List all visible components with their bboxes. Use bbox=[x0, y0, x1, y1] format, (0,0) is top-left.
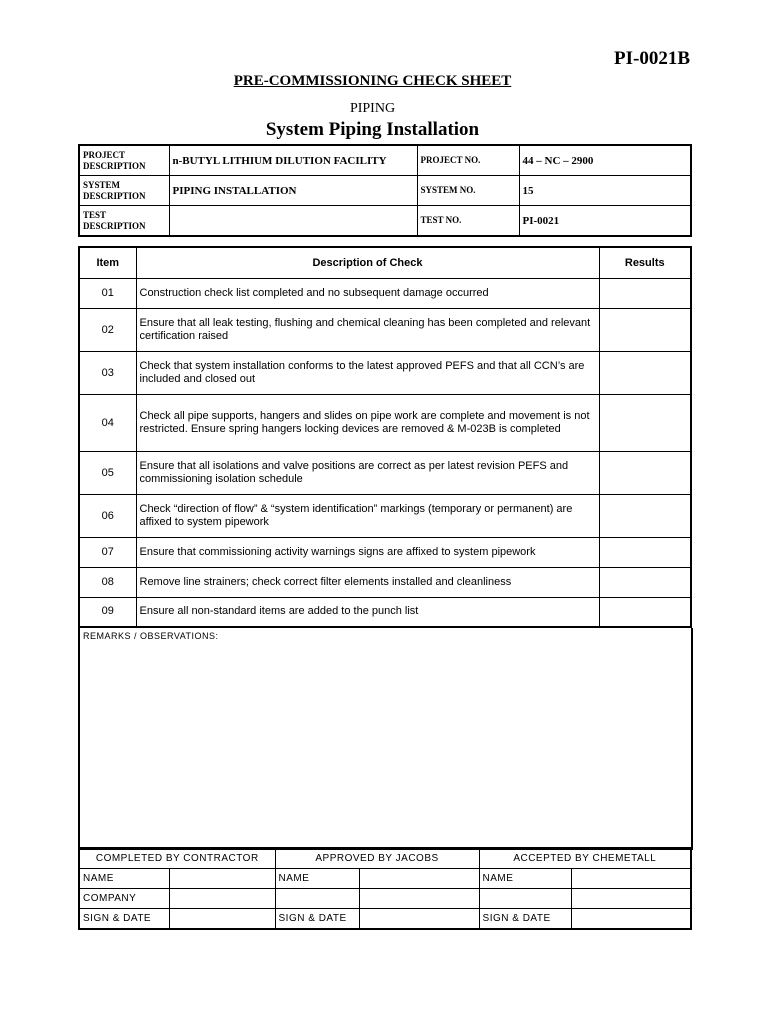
check-description: Ensure that all isolations and valve positions are correct as per latest revision PEFS and commissioning isolation schedule bbox=[136, 452, 599, 495]
check-description: Check all pipe supports, hangers and slides on pipe work are complete and movement is not restricted. Ensure spring hangers locking devices are removed & M-023B is completed bbox=[136, 395, 599, 452]
col-results-header: Results bbox=[599, 247, 691, 279]
test-description-value bbox=[169, 206, 417, 237]
system-description-label: SYSTEM DESCRIPTION bbox=[79, 176, 169, 206]
item-number: 06 bbox=[79, 495, 136, 538]
document-code: PI-0021B bbox=[614, 48, 690, 69]
system-no-label: SYSTEM NO. bbox=[417, 176, 519, 206]
check-description: Ensure that all leak testing, flushing and chemical cleaning has been completed and relevant certification raised bbox=[136, 309, 599, 352]
completed-by-contractor-header: COMPLETED BY CONTRACTOR bbox=[79, 848, 275, 869]
chemetall-company-label bbox=[479, 889, 571, 909]
approved-by-jacobs-header: APPROVED BY JACOBS bbox=[275, 848, 479, 869]
table-row bbox=[79, 568, 691, 598]
chemetall-name-label: NAME bbox=[479, 869, 571, 889]
project-no-label: PROJECT NO. bbox=[417, 145, 519, 176]
project-no-value: 44 – NC – 2900 bbox=[519, 145, 691, 176]
system-description-value: PIPING INSTALLATION bbox=[169, 176, 417, 206]
signoff-table bbox=[78, 847, 692, 930]
project-description-value: n-BUTYL LITHIUM DILUTION FACILITY bbox=[169, 145, 417, 176]
chemetall-sign-date-label: SIGN & DATE bbox=[479, 909, 571, 930]
result-cell[interactable] bbox=[599, 279, 691, 309]
chemetall-company-field[interactable] bbox=[571, 889, 691, 909]
result-cell[interactable] bbox=[599, 352, 691, 395]
accepted-by-chemetall-header: ACCEPTED BY CHEMETALL bbox=[479, 848, 691, 869]
result-cell[interactable] bbox=[599, 598, 691, 627]
contractor-sign-date-label: SIGN & DATE bbox=[79, 909, 169, 930]
table-row bbox=[79, 452, 691, 495]
check-description: Construction check list completed and no subsequent damage occurred bbox=[136, 279, 599, 309]
table-row bbox=[79, 395, 691, 452]
table-row bbox=[79, 309, 691, 352]
check-description: Remove line strainers; check correct filter elements installed and cleanliness bbox=[136, 568, 599, 598]
contractor-name-label: NAME bbox=[79, 869, 169, 889]
check-description: Ensure all non-standard items are added to the punch list bbox=[136, 598, 599, 627]
contractor-sign-date-field[interactable] bbox=[169, 909, 275, 930]
item-number: 02 bbox=[79, 309, 136, 352]
table-row bbox=[79, 352, 691, 395]
remarks-box[interactable] bbox=[78, 628, 693, 850]
chemetall-sign-date-field[interactable] bbox=[571, 909, 691, 930]
col-description-header: Description of Check bbox=[136, 247, 599, 279]
check-description: Ensure that commissioning activity warnings signs are affixed to system pipework bbox=[136, 538, 599, 568]
test-description-label: TEST DESCRIPTION bbox=[79, 206, 169, 237]
system-no-value: 15 bbox=[519, 176, 691, 206]
result-cell[interactable] bbox=[599, 452, 691, 495]
result-cell[interactable] bbox=[599, 568, 691, 598]
checks-table bbox=[78, 246, 692, 628]
table-row bbox=[79, 495, 691, 538]
test-no-label: TEST NO. bbox=[417, 206, 519, 237]
check-description: Check “direction of flow” & “system identification” markings (temporary or permanent) are affixed to system pipework bbox=[136, 495, 599, 538]
table-row bbox=[79, 598, 691, 627]
test-no-value: PI-0021 bbox=[519, 206, 691, 237]
jacobs-company-label bbox=[275, 889, 359, 909]
result-cell[interactable] bbox=[599, 538, 691, 568]
check-description: Check that system installation conforms to the latest approved PEFS and that all CCN’s are included and closed out bbox=[136, 352, 599, 395]
col-item-header: Item bbox=[79, 247, 136, 279]
sheet-heading: System Piping Installation bbox=[265, 119, 480, 140]
project-info-table bbox=[78, 144, 692, 237]
jacobs-sign-date-label: SIGN & DATE bbox=[275, 909, 359, 930]
item-number: 08 bbox=[79, 568, 136, 598]
contractor-company-label: COMPANY bbox=[79, 889, 169, 909]
project-description-label: PROJECT DESCRIPTION bbox=[79, 145, 169, 176]
table-row bbox=[79, 538, 691, 568]
table-row bbox=[79, 279, 691, 309]
item-number: 07 bbox=[79, 538, 136, 568]
item-number: 04 bbox=[79, 395, 136, 452]
jacobs-sign-date-field[interactable] bbox=[359, 909, 479, 930]
item-number: 05 bbox=[79, 452, 136, 495]
remarks-label: REMARKS / OBSERVATIONS: bbox=[83, 631, 219, 641]
result-cell[interactable] bbox=[599, 309, 691, 352]
item-number: 03 bbox=[79, 352, 136, 395]
jacobs-name-label: NAME bbox=[275, 869, 359, 889]
contractor-name-field[interactable] bbox=[169, 869, 275, 889]
sheet-subtitle: PIPING bbox=[349, 101, 396, 116]
sheet-title: PRE-COMMISSIONING CHECK SHEET bbox=[233, 73, 512, 89]
chemetall-name-field[interactable] bbox=[571, 869, 691, 889]
item-number: 09 bbox=[79, 598, 136, 627]
jacobs-name-field[interactable] bbox=[359, 869, 479, 889]
result-cell[interactable] bbox=[599, 395, 691, 452]
contractor-company-field[interactable] bbox=[169, 889, 275, 909]
result-cell[interactable] bbox=[599, 495, 691, 538]
jacobs-company-field[interactable] bbox=[359, 889, 479, 909]
item-number: 01 bbox=[79, 279, 136, 309]
